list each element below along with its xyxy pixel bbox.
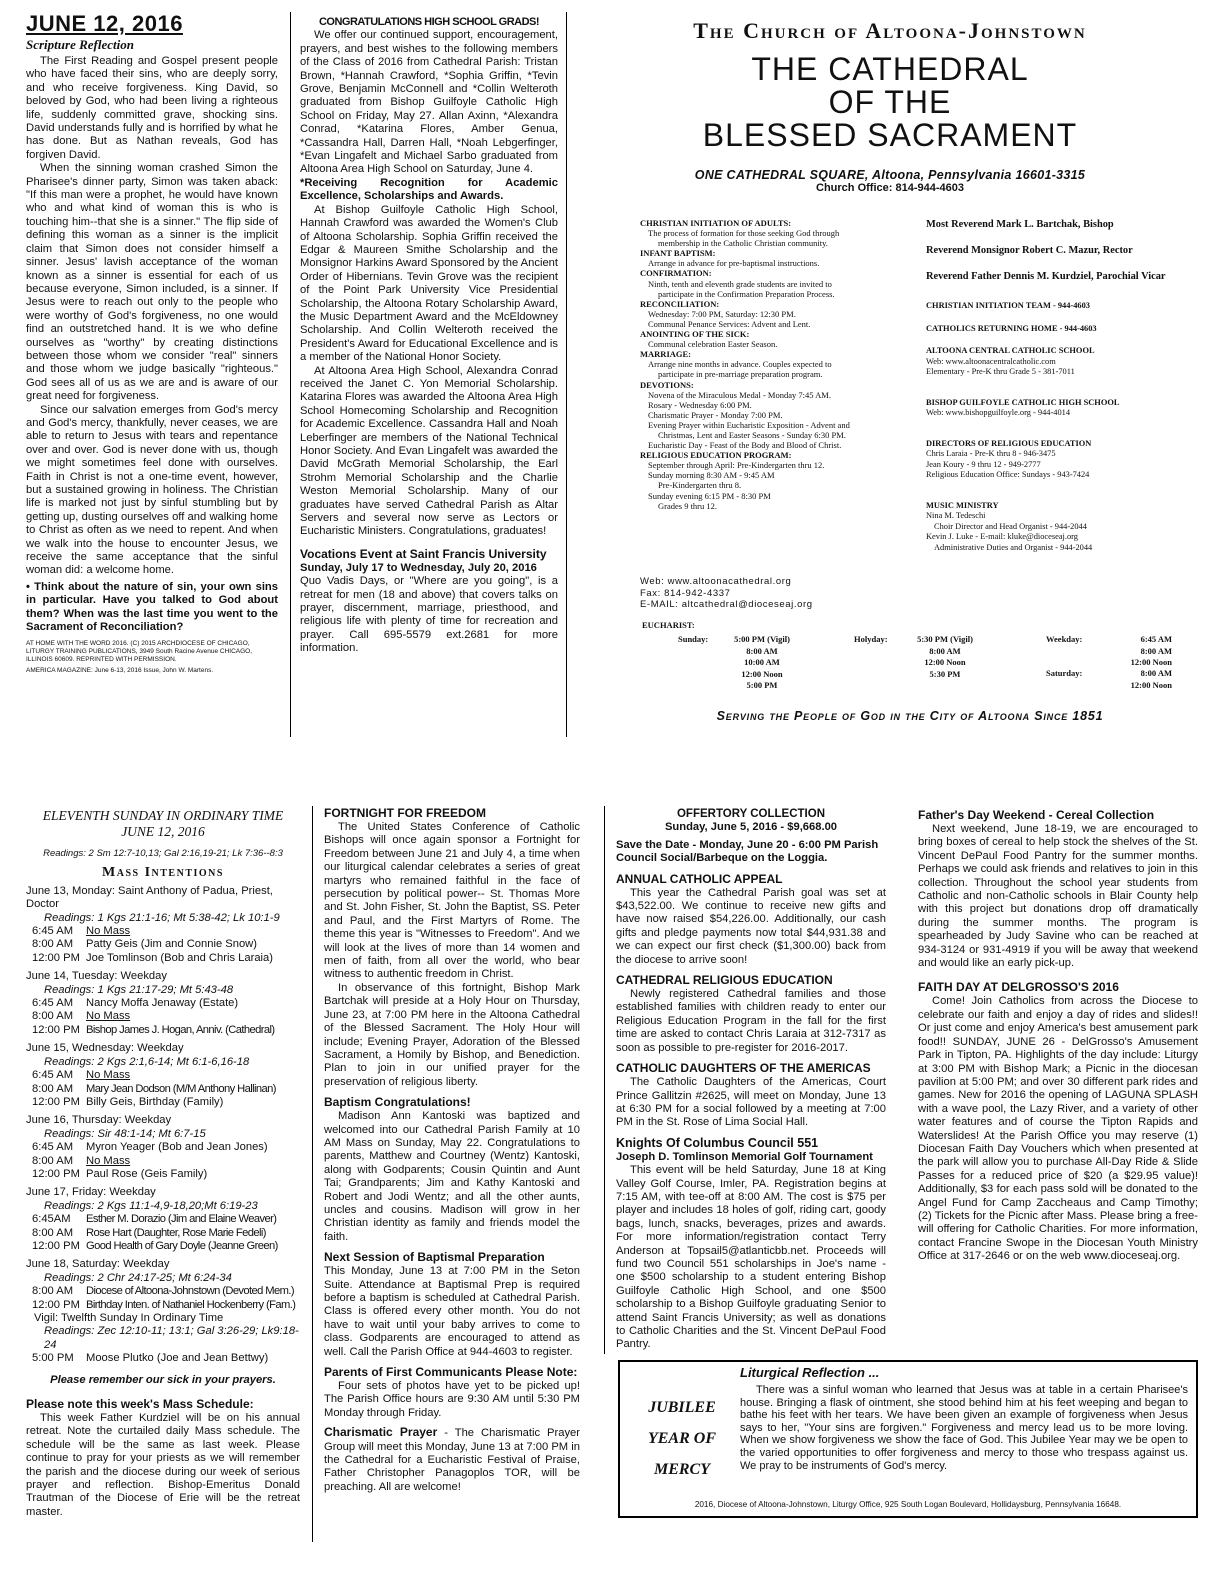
staff-heading: MUSIC MINISTRY bbox=[926, 500, 999, 510]
mass-time: 8:00 AM bbox=[32, 1082, 74, 1095]
website-link[interactable]: Web: www.altoonacathedral.org bbox=[640, 576, 792, 587]
weekday-label: Weekday: bbox=[1046, 634, 1083, 644]
mass-time: 12:00 PM bbox=[32, 1298, 80, 1311]
sacrament-detail: Rosary - Wednesday 6:00 PM. bbox=[648, 399, 752, 410]
holyday-label: Holyday: bbox=[854, 634, 888, 644]
mass-intention-row bbox=[26, 1285, 300, 1298]
mass-intention: Rose Hart (Daughter, Rose Marie Fedeli) bbox=[86, 1226, 266, 1239]
sunday-title: ELEVENTH SUNDAY IN ORDINARY TIME bbox=[42, 808, 284, 823]
fortnight-text-2: In observance of this fortnight, Bishop Mark Bartchak will preside at a Holy Hour on Thursday, June 23, at 7:00 PM here in the Altoona Cathedral of the Blessed Sacrament. The Holy Hour will include; Evening Prayer, Adoration of the Blessed Sacrament, a Homily by Bishop, and Benediction. Plan to join in our unified prayer for the preservation of religious liberty. bbox=[324, 981, 580, 1088]
sacrament-detail: Sunday morning 8:30 AM - 9:45 AM bbox=[648, 470, 775, 481]
reflection-heading: Scripture Reflection bbox=[26, 37, 134, 52]
faith-day-title: FAITH DAY AT DELGROSSO'S 2016 bbox=[918, 980, 1119, 995]
vocations-dates: Sunday, July 17 to Wednesday, July 20, 2016 bbox=[300, 561, 537, 574]
mass-intention-row bbox=[26, 1227, 300, 1240]
mass-day: June 15, Wednesday: Weekday bbox=[26, 1042, 184, 1055]
column-divider bbox=[312, 806, 313, 1542]
mass-day-readings: Readings: 1 Kgs 21:1-16; Mt 5:38-42; Lk 10:1-9 bbox=[44, 911, 280, 924]
reflection-paragraph: The First Reading and Gospel present people who have faced their sins, who are deeply sorry, and who receive forgiveness. King David, so beloved by God, who had been living a righteous life, suddenly committed grave, shocking sins. David understands fully and is horrified by what he has done. But as Nathan reveals, God has forgiven David. bbox=[26, 55, 278, 161]
mass-intention: Patty Geis (Jim and Connie Snow) bbox=[86, 938, 257, 951]
mass-time: 8:00 AM bbox=[1140, 645, 1172, 656]
cathedral-name-line2: OF THE bbox=[828, 84, 952, 120]
mass-time: 12:00 Noon bbox=[1130, 657, 1172, 667]
knights-title: Knights Of Columbus Council 551 bbox=[616, 1135, 819, 1150]
staff-group bbox=[926, 301, 1206, 312]
mass-intention: Billy Geis, Birthday (Family) bbox=[86, 1095, 224, 1108]
mass-day: June 13, Monday: Saint Anthony of Padua, Priest, Doctor bbox=[26, 884, 273, 911]
saturday-label: Saturday: bbox=[1046, 668, 1083, 678]
eucharist-label: EUCHARIST: bbox=[642, 620, 695, 630]
mass-intention-row bbox=[26, 938, 300, 951]
church-office-phone: Church Office: 814-944-4603 bbox=[816, 182, 964, 194]
clergy-name: Reverend Monsignor Robert C. Mazur, Rector bbox=[926, 245, 1133, 256]
staff-detail: Elementary - Pre-K thru Grade 5 - 381-7011 bbox=[926, 367, 1075, 376]
vocations-title: Vocations Event at Saint Francis University bbox=[300, 546, 547, 561]
sacrament-detail: Communal celebration Easter Season. bbox=[648, 339, 778, 350]
sunday-date: JUNE 12, 2016 bbox=[121, 824, 205, 839]
staff-detail: Administrative Duties and Organist - 944-2044 bbox=[934, 542, 1093, 552]
staff-heading: DIRECTORS OF RELIGIOUS EDUCATION bbox=[926, 438, 1092, 448]
reflection-paragraph: When the sinning woman crashed Simon the Pharisee's dinner party, Simon was taken aback: "If this man were a prophet, he would have known who and what kind of woman this is who is touching him--that she is a sinner." The flip side of defining this woman as a sinner is the implicit claim that Simon does not consider himself a sinner. Jesus' lavish acceptance of the woman known as a sinner is essential for each of us because everyone, Simon included, is a sinner. If Jesus were to reach out only to the people who were worthy of God's forgiveness, no one would find an outstretched hand. It is we who define ourselves as "worthy" by creating distinctions between those whom we consider "real" sinners and those whom we judge basically "righteous." God sees all of us as we are and is aware of our great need for forgiveness. bbox=[26, 162, 278, 403]
mass-intentions-column bbox=[26, 808, 300, 1519]
mass-intention-row bbox=[26, 1010, 300, 1023]
sacrament-detail: Pre-Kindergarten thru 8. bbox=[658, 480, 742, 491]
mass-day: June 17, Friday: Weekday bbox=[26, 1186, 156, 1199]
sacrament-detail: Grades 9 thru 12. bbox=[658, 500, 718, 511]
offertory-title: OFFERTORY COLLECTION bbox=[676, 808, 825, 820]
liturgical-reflection-box bbox=[618, 1360, 1198, 1518]
baptism-prep-text: This Monday, June 13 at 7:00 PM in the Seton Suite. Attendance at Baptismal Prep is required before a baptism is scheduled at Cathedral Parish. Class is offered every other month. You do not have to wait until your baby arrives to come to class. Godparents are encouraged to attend as well. Call the Parish Office at 944-4603 to register. bbox=[324, 1265, 580, 1358]
mass-intention: Nancy Moffa Jenaway (Estate) bbox=[86, 997, 239, 1010]
staff-detail: Nina M. Tedeschi bbox=[926, 511, 986, 520]
sacrament-heading: INFANT BAPTISM: bbox=[640, 248, 716, 259]
scripture-column bbox=[26, 12, 278, 675]
mass-day-readings: Readings: 2 Kgs 2:1,6-14; Mt 6:1-6,16-18 bbox=[44, 1055, 250, 1068]
eucharist-schedule bbox=[642, 620, 1202, 700]
mass-time: 12:00 Noon bbox=[741, 668, 783, 679]
golf-tournament-title: Joseph D. Tomlinson Memorial Golf Tournament bbox=[616, 1150, 873, 1163]
baptism-title: Baptism Congratulations! bbox=[324, 1095, 471, 1110]
sacrament-detail: Arrange nine months in advance. Couples expected to bbox=[648, 359, 832, 370]
sacrament-detail: Novena of the Miraculous Medal - Monday 7:45 AM. bbox=[648, 389, 831, 400]
mass-time: 8:00 AM bbox=[929, 645, 961, 656]
mass-time: 12:00 PM bbox=[32, 1239, 80, 1252]
grads-paragraph: At Altoona Area High School, Alexandra Conrad received the Janet C. Yon Memorial Scholarship. Katarina Flores was awarded the Altoona Area High School Homecoming Scholarship and Recognition for Academic Excellence. Cassandra Hall and Noah Leberfinger are members of the National Technical Honor Society. And Evan Lingafelt was awarded the David McGrath Memorial Scholarship, the Earl Strohm Memorial Scholarship and the Charlie Weston Memorial Scholarship. Many of our graduates have served Cathedral Parish as Altar Servers and several now serve as Lectors or Eucharistic Ministers. Congratulations, graduates! bbox=[300, 364, 558, 538]
grads-recognition: *Receiving Recognition for Academic Excellence, Scholarships and Awards. bbox=[300, 176, 558, 203]
sacrament-detail: Sunday evening 6:15 PM - 8:30 PM bbox=[648, 490, 771, 501]
mass-time: 6:45 AM bbox=[32, 997, 74, 1010]
catholic-daughters-title: CATHOLIC DAUGHTERS OF THE AMERICAS bbox=[616, 1061, 871, 1076]
serving-tagline: Serving the People of God in the City of Altoona Since 1851 bbox=[716, 709, 1104, 723]
staff-heading: CATHOLICS RETURNING HOME - 944-4603 bbox=[926, 323, 1097, 333]
sacrament-detail: membership in the Catholic Christian community. bbox=[658, 238, 828, 249]
reflection-credit: AT HOME WITH THE WORD 2016. (C) 2015 ARCHDIOCESE OF CHICAGO, LITURGY TRAINING PUBLICATIONS, 3949 South Racine Avenue CHICAGO, ILLINOIS 60609. REPRINTED WITH PERMISSION. bbox=[26, 640, 253, 664]
sacrament-detail: Evening Prayer within Eucharistic Exposition - Advent and bbox=[648, 419, 850, 430]
reflection-credit-2: AMERICA MAGAZINE: June 6-13, 2016 Issue, John W. Martens. bbox=[26, 667, 214, 675]
mass-intention: Bishop James J. Hogan, Anniv. (Cathedral) bbox=[86, 1023, 275, 1036]
bulletin-date: JUNE 12, 2016 bbox=[26, 11, 183, 36]
sacrament-detail: Communal Penance Services: Advent and Lent. bbox=[648, 318, 811, 329]
sacrament-detail: participate in pre-marriage preparation program. bbox=[658, 369, 823, 380]
mass-time: 6:45 AM bbox=[32, 1069, 74, 1082]
mass-time: 8:00 AM bbox=[746, 645, 778, 656]
mass-intention-row bbox=[26, 1083, 300, 1096]
mass-intentions-heading: Mass Intentions bbox=[102, 865, 224, 881]
graduates-column bbox=[300, 16, 558, 656]
fortnight-text: The United States Conference of Catholic Bishops will once again sponsor a Fortnight for Freedom between June 21 and July 4, a time when our liturgical calendar celebrates a series of great martyrs who remained faithful in the face of persecution by political power-- St. Thomas More and St. John Fisher, St. John the Baptist, SS. Peter and Paul, and the First Martyrs of Rome. The theme this year is "Witnesses to Freedom". And we will look at the lives of more than 14 women and men of faith, from all over the world, who bear witness to authentic freedom in Christ. bbox=[324, 821, 580, 981]
religious-ed-title: CATHEDRAL RELIGIOUS EDUCATION bbox=[616, 973, 833, 988]
staff-detail: Web: www.altoonacentralcatholic.com bbox=[926, 356, 1056, 366]
staff-detail: Choir Director and Head Organist - 944-2044 bbox=[934, 521, 1087, 531]
charismatic-prayer: Charismatic Prayer - The Charismatic Prayer Group will meet this Monday, June 13 at 7:00 PM in the Cathedral for a Eucharistic Festival of Praise, Father Christopher Panagoplos TOR, will be preaching. All are welcome! bbox=[324, 1425, 580, 1493]
contact-block bbox=[640, 576, 900, 611]
staff-group bbox=[926, 346, 1206, 378]
fortnight-title: FORTNIGHT FOR FREEDOM bbox=[324, 806, 486, 820]
vigil-mass: 5:00 PM Moose Plutko (Joe and Jean Bettwy) bbox=[32, 1352, 269, 1365]
staff-group bbox=[926, 439, 1206, 481]
staff-heading: CHRISTIAN INITIATION TEAM - 944-4603 bbox=[926, 301, 1090, 310]
liturgical-title: Liturgical Reflection ... bbox=[740, 1365, 880, 1380]
mass-intention-row bbox=[26, 1096, 300, 1109]
sacrament-detail: Charismatic Prayer - Monday 7:00 PM. bbox=[648, 409, 783, 420]
diocese-name: The Church of Altoona-Johnstown bbox=[693, 18, 1087, 43]
sacrament-detail: Christmas, Lent and Easter Seasons - Sunday 6:30 PM. bbox=[658, 429, 846, 440]
mass-intention: Mary Jean Dodson (M/M Anthony Hallinan) bbox=[86, 1082, 276, 1095]
sacrament-heading: CHRISTIAN INITIATION OF ADULTS: bbox=[640, 218, 792, 228]
schedule-note-text: This week Father Kurdziel will be on his annual retreat. Note the curtailed daily Mass schedule. The schedule will be the same as last week. Please continue to pray for your priests as we will remember the parish and the diocese during our week of serious prayer and reflection. Bishop-Emeritus Donald Trautman of the Diocese of Erie will be the retreat master. bbox=[26, 1412, 300, 1518]
mass-day-readings: Readings: Sir 48:1-14; Mt 6:7-15 bbox=[44, 1127, 206, 1140]
sacraments-list bbox=[640, 218, 910, 511]
liturgical-credit: 2016, Diocese of Altoona-Johnstown, Liturgy Office, 925 South Logan Boulevard, Hollidaysburg, Pennsylvania 16648. bbox=[694, 1500, 1122, 1509]
mass-time: 8:00 AM bbox=[32, 1010, 74, 1023]
mass-intention-row bbox=[26, 952, 300, 965]
sacrament-detail: September through April: Pre-Kindergarten thru 12. bbox=[648, 460, 825, 471]
mass-intention-row bbox=[26, 1213, 300, 1226]
mass-intention-row bbox=[26, 925, 300, 938]
sacrament-detail: Arrange in advance for pre-baptismal instructions. bbox=[648, 258, 820, 269]
reflection-paragraph: Since our salvation emerges from God's mercy and God's mercy, thankfully, never ceases, we are able to return to Jesus with tears and repentance over and over. God is never done with us, though we might sometimes feel done with ourselves. Faith in Christ is not a one-time event, however, but a sustained growing in holiness. The Christian life is marked not just by sinful stumbling but by getting up, dusting ourselves off and walking home to Christ as often as we need to repent. And when we walk into the house to encounter Jesus, we receive the same acceptance that the sinful woman did: a welcome home. bbox=[26, 403, 278, 577]
mass-time: 8:00 AM bbox=[32, 938, 74, 951]
cathedral-name-line3: BLESSED SACRAMENT bbox=[702, 117, 1078, 153]
grads-title: CONGRATULATIONS HIGH SCHOOL GRADS! bbox=[318, 16, 540, 28]
mass-day: June 18, Saturday: Weekday bbox=[26, 1258, 170, 1271]
column-divider bbox=[604, 806, 605, 1354]
mass-time: 6:45AM bbox=[32, 1213, 71, 1226]
sacrament-heading: DEVOTIONS: bbox=[640, 379, 694, 390]
cathedral-address: ONE CATHEDRAL SQUARE, Altoona, Pennsylvania 16601-3315 bbox=[694, 168, 1086, 182]
staff-group bbox=[926, 398, 1206, 419]
sacrament-heading: CONFIRMATION: bbox=[640, 268, 712, 279]
save-the-date: Save the Date - Monday, June 20 - 6:00 PM Parish Council Social/Barbeque on the Loggia. bbox=[616, 838, 879, 865]
mass-time: 5:30 PM bbox=[929, 668, 961, 679]
mass-time: 8:00 AM bbox=[32, 1285, 74, 1298]
mass-intention: No Mass bbox=[86, 925, 131, 938]
baptism-prep-title: Next Session of Baptismal Preparation bbox=[324, 1250, 545, 1265]
mass-time: 6:45 AM bbox=[32, 925, 74, 938]
mass-intention-row bbox=[26, 1299, 300, 1312]
fathers-day-title: Father's Day Weekend - Cereal Collection bbox=[918, 808, 1155, 822]
mass-intention-row bbox=[26, 997, 300, 1010]
staff-detail: Jean Koury - 9 thru 12 - 949-2777 bbox=[926, 459, 1041, 469]
jubilee-label: JUBILEE YEAR OF MERCY bbox=[647, 1399, 716, 1478]
grads-paragraph: We offer our continued support, encouragement, prayers, and best wishes to the following members of the Class of 2016 from Cathedral Parish: Tristan Brown, *Hannah Crawford, *Sophia Griffin, *Tevin Grove, Benjamin McConnell and *Collin Welteroth graduated from Bishop Guilfoyle Catholic High School on Friday, May 27. Allan Axinn, *Alexandra Conrad, *Katarina Flores, Amber Genua, *Cassandra Hall, Darren Hall, *Noah Lebgerfinger, *Evan Lingafelt and Michael Sarbo graduated from Altoona Area High School on Saturday, June 4. bbox=[300, 29, 558, 176]
mass-time: 8:00 AM bbox=[32, 1226, 74, 1239]
faith-day-text: Come! Join Catholics from across the Diocese to celebrate our faith and enjoy a day of rides and slides!! Or just come and enjoy America's best amusement park food!! SUNDAY, JUNE 26 - DelGrosso's Amusement Park in Tipton, PA. Highlights of the day include: Liturgy at 3:00 PM with Bishop Mark; a Picnic in the diocesan pavilion at 5:00 PM; and over 30 different park rides and games. New for 2016 the opening of LAGUNA SPLASH with a wave pool, the Lazy River, and a variety of other water features and of course the Tipton Rapids and Waterslides! At the Parish Office you may reserve (1) Diocesan Faith Day Vouchers which when presented at the park will allow you to purchase All-Day Ride & Slide Passes for a reduced price of $20 (a $29.95 value)! Additionally, $3 for each pass sold will be donated to the Angel Fund for Camp Zaccheaus and Camp Timothy; (2) Tickets for the Picnic after Mass. Please bring a free-will offering for Catholic Charities. For more information, contact Francine Swope in the Diocesan Youth Ministry Office at 317-2646 or on the web www.dioceseaj.org. bbox=[918, 995, 1198, 1263]
mass-intention: No Mass bbox=[86, 1154, 131, 1167]
sunday-label: Sunday: bbox=[678, 634, 709, 644]
liturgical-text: There was a sinful woman who learned that Jesus was at table in a certain Pharisee's house. Bringing a flask of ointment, she stood behind him at his feet weeping and began to bathe his feet with her tears. We have been given an example of forgiveness when Jesus says to her, "Your sins are forgiven." Forgiveness and mercy lead us to be more loving. When we show forgiveness we show the face of God. This Jubilee Year may we be open to the varied opportunities to offer forgiveness and mercy to those who trespass against us. We pray to be instruments of God's mercy. bbox=[740, 1384, 1188, 1472]
mass-time: 12:00 PM bbox=[32, 1023, 80, 1036]
mass-intention: Myron Yeager (Bob and Jean Jones) bbox=[86, 1141, 268, 1154]
mass-time: 12:00 PM bbox=[32, 1167, 80, 1180]
mass-intention: Paul Rose (Geis Family) bbox=[86, 1167, 208, 1180]
mass-time: 8:00 AM bbox=[32, 1154, 74, 1167]
mass-intention: Good Health of Gary Doyle (Jeanne Green) bbox=[86, 1239, 278, 1252]
vocations-text: Quo Vadis Days, or "Where are you going", is a retreat for men (18 and above) that covers talks on prayer, discernment, marriage, priesthood, and religious life with plenty of time for recreation and prayer. Call 695-5579 ext.2681 for more information. bbox=[300, 575, 558, 655]
mass-intention: Diocese of Altoona-Johnstown (Devoted Mem.) bbox=[86, 1285, 295, 1298]
mass-time: 5:00 PM (Vigil) bbox=[734, 634, 790, 644]
sick-prayer-note: Please remember our sick in your prayers. bbox=[50, 1373, 276, 1386]
first-communion-title: Parents of First Communicants Please Note: bbox=[324, 1365, 578, 1380]
clergy-name: Most Reverend Mark L. Bartchak, Bishop bbox=[926, 219, 1114, 230]
golf-tournament-text: This event will be held Saturday, June 18 at King Valley Golf Course, Imler, PA. Registration begins at 7:15 AM, with tee-off at 8:00 AM. The cost is $75 per player and includes 18 holes of golf, riding cart, goody bags, lunch, snacks, beverages, prizes and awards. For more information/registration contact Terry Anderson at Topsail5@atlanticbb.net. Proceeds will fund two Council 551 scholarships in Joe's name - one $500 scholarship to a student entering Bishop Guilfoyle Catholic High School, and one $500 scholarship to a Bishop Guilfoyle graduating Senior to attend Saint Francis University; as well as donations to Catholic Charities and the St. Vincent DePaul Food Pantry. bbox=[616, 1164, 886, 1351]
staff-heading: BISHOP GUILFOYLE CATHOLIC HIGH SCHOOL bbox=[926, 397, 1120, 407]
mass-time: 6:45 AM bbox=[32, 1141, 74, 1154]
catholic-daughters-text: The Catholic Daughters of the Americas, Court Prince Gallitzin #2625, will meet on Monday, June 13 at 6:30 PM for a social followed by a meeting at 7:00 PM in the St. Rose of Lima Social Hall. bbox=[616, 1076, 886, 1129]
clergy-staff-list bbox=[926, 218, 1206, 573]
column-divider bbox=[290, 12, 291, 737]
mass-day: June 14, Tuesday: Weekday bbox=[26, 970, 167, 983]
mass-time: 12:00 Noon bbox=[1130, 679, 1172, 690]
mass-intention: Esther M. Dorazio (Jim and Elaine Weaver) bbox=[86, 1213, 277, 1226]
sacrament-detail: The process of formation for those seeking God through bbox=[648, 228, 840, 239]
mass-time: 10:00 AM bbox=[744, 657, 780, 667]
mass-day-readings: Readings: 2 Kgs 11:1-4,9-18,20;Mt 6:19-23 bbox=[44, 1199, 258, 1212]
column-divider bbox=[566, 12, 567, 737]
sacrament-detail: Ninth, tenth and eleventh grade students are invited to bbox=[648, 278, 832, 289]
mass-intention-row bbox=[26, 1141, 300, 1154]
appeal-title: ANNUAL CATHOLIC APPEAL bbox=[616, 871, 783, 886]
grads-paragraph: At Bishop Guilfoyle Catholic High School, Hannah Crawford was awarded the Women's Club of Altoona Scholarship. Sophia Griffin received the Edgar & Maureen Smithe Scholarship and the Monsignor Harkins Award Sponsored by the Ancient Order of Hibernians. Tevin Grove was the recipient of the Point Park University Vice Presidential Scholarship, the Altoona Rotary Scholarship Award, the Music Department Award and the McEldowney Scholarship. And Collin Welteroth received the President's Award for Educational Excellence and is a member of the National Honor Society. bbox=[300, 203, 558, 364]
sacrament-heading: RELIGIOUS EDUCATION PROGRAM: bbox=[640, 450, 792, 461]
fax-number: Fax: 814-942-4337 bbox=[640, 587, 731, 599]
mass-time: 12:00 PM bbox=[32, 951, 80, 964]
mass-time: 8:00 AM bbox=[1140, 668, 1172, 678]
mass-intention-row bbox=[26, 1069, 300, 1082]
fathers-day-text: Next weekend, June 18-19, we are encouraged to bring boxes of cereal to help stock the shelves of the St. Vincent DePaul Food Pantry for the summer months. Perhaps we could ask friends and relatives to join in this collection. Throughout the school year students from Catholic and non-Catholic schools in Blair County help with this project but donations drop off dramatically during the summer months. The program is spearheaded by Judy Savine who can be reached at 934-3124 or 931-4919 if you will be away that weekend and would like an early pick-up. bbox=[918, 823, 1198, 970]
mass-time: 12:00 PM bbox=[32, 1095, 80, 1108]
sacrament-detail: participate in the Confirmation Preparation Process. bbox=[658, 288, 835, 299]
clergy-name: Reverend Father Dennis M. Kurdziel, Parochial Vicar bbox=[926, 271, 1166, 282]
mass-intention: No Mass bbox=[86, 1010, 131, 1023]
offertory-column bbox=[616, 808, 886, 1352]
cereal-collection-column bbox=[918, 808, 1198, 1264]
staff-group bbox=[926, 501, 1206, 554]
sacrament-detail: Eucharistic Day - Feast of the Body and Blood of Christ. bbox=[648, 440, 842, 451]
sunday-readings: Readings: 2 Sm 12:7-10,13; Gal 2:16,19-21; Lk 7:36--8:3 bbox=[43, 848, 283, 859]
mass-intention-row bbox=[26, 1155, 300, 1168]
mass-intention-row bbox=[26, 1240, 300, 1253]
vigil-readings: Readings: Zec 12:10-11; 13:1; Gal 3:26-29; Lk9:18-24 bbox=[44, 1325, 299, 1351]
fortnight-column bbox=[324, 806, 580, 1494]
mass-day-readings: Readings: 2 Chr 24:17-25; Mt 6:24-34 bbox=[44, 1271, 232, 1284]
mass-intention-row bbox=[26, 1168, 300, 1181]
mass-intention: Joe Tomlinson (Bob and Chris Laraia) bbox=[86, 951, 273, 964]
vigil-title: Vigil: Twelfth Sunday In Ordinary Time bbox=[34, 1312, 224, 1324]
sacrament-heading: MARRIAGE: bbox=[640, 349, 691, 360]
mass-time: 5:00 PM bbox=[746, 680, 778, 690]
first-communion-text: Four sets of photos have yet to be picked up! The Parish Office hours are 9:30 AM until 5:30 PM Monday through Friday. bbox=[324, 1380, 580, 1419]
schedule-note-title: Please note this week's Mass Schedule: bbox=[26, 1397, 254, 1412]
sacrament-heading: RECONCILIATION: bbox=[640, 298, 720, 309]
staff-detail: Chris Laraia - Pre-K thru 8 - 946-3475 bbox=[926, 449, 1056, 458]
email-link[interactable]: E-MAIL: altcathedral@dioceseaj.org bbox=[640, 599, 813, 610]
mass-time: 5:30 PM (Vigil) bbox=[917, 634, 973, 644]
masthead bbox=[580, 18, 1200, 194]
mass-time: 6:45 AM bbox=[1140, 634, 1172, 644]
mass-intention-row bbox=[26, 1024, 300, 1037]
mass-time: 12:00 Noon bbox=[924, 657, 966, 667]
religious-ed-text: Newly registered Cathedral families and those established families with children ready to enter our Religious Education Program in the fall for the first time are asked to contact Chris Laraia at 312-7317 as soon as possible to pre-register for 2016-2017. bbox=[616, 988, 886, 1054]
mass-day: June 16, Thursday: Weekday bbox=[26, 1114, 172, 1127]
bullet-icon: • bbox=[26, 580, 35, 593]
sacrament-heading: ANOINTING OF THE SICK: bbox=[640, 329, 750, 340]
staff-group bbox=[926, 324, 1206, 335]
cathedral-name-line1: THE CATHEDRAL bbox=[751, 51, 1029, 87]
mass-intention: No Mass bbox=[86, 1069, 131, 1082]
offertory-amount: Sunday, June 5, 2016 - $9,668.00 bbox=[664, 821, 838, 834]
mass-day-readings: Readings: 1 Kgs 21:17-29; Mt 5:43-48 bbox=[44, 983, 234, 996]
reflection-question: • Think about the nature of sin, your own sins in particular. Have you talked to God about them? When was the last time you went to the Sacrament of Reconciliation? bbox=[26, 580, 278, 634]
staff-detail: Kevin J. Luke - E-mail: kluke@dioceseaj.org bbox=[926, 532, 1078, 541]
staff-heading: ALTOONA CENTRAL CATHOLIC SCHOOL bbox=[926, 346, 1095, 355]
baptism-text: Madison Ann Kantoski was baptized and welcomed into our Cathedral Parish Family at 10 AM Mass on Sunday, May 22. Congratulations to parents, Matthew and Courtney (Wentz) Kantoski, along with Godparents; Cousin Quintin and Aunt Tai; Grandparents; Jim and Kathy Kantoski and Robert and Jodi Wentz; and all the other aunts, uncles and cousins. Madison will grow in her Christian identity as family and friends model the faith. bbox=[324, 1110, 580, 1243]
staff-detail: Web: www.bishopguilfoyle.org - 944-4014 bbox=[926, 408, 1071, 417]
sacrament-detail: Wednesday: 7:00 PM, Saturday: 12:30 PM. bbox=[648, 308, 796, 319]
staff-detail: Religious Education Office: Sundays - 943-7424 bbox=[926, 470, 1090, 479]
mass-intention: Birthday Inten. of Nathaniel Hockenberry (Fam.) bbox=[86, 1298, 296, 1311]
appeal-text: This year the Cathedral Parish goal was set at $43,522.00. We continue to receive new gifts and have now raised $54,226.00. Additionally, our cash gifts and pledge payments now total $44,931.38 and we can expect our first check ($1,300.00) back from the diocese to arrive soon! bbox=[616, 886, 886, 966]
